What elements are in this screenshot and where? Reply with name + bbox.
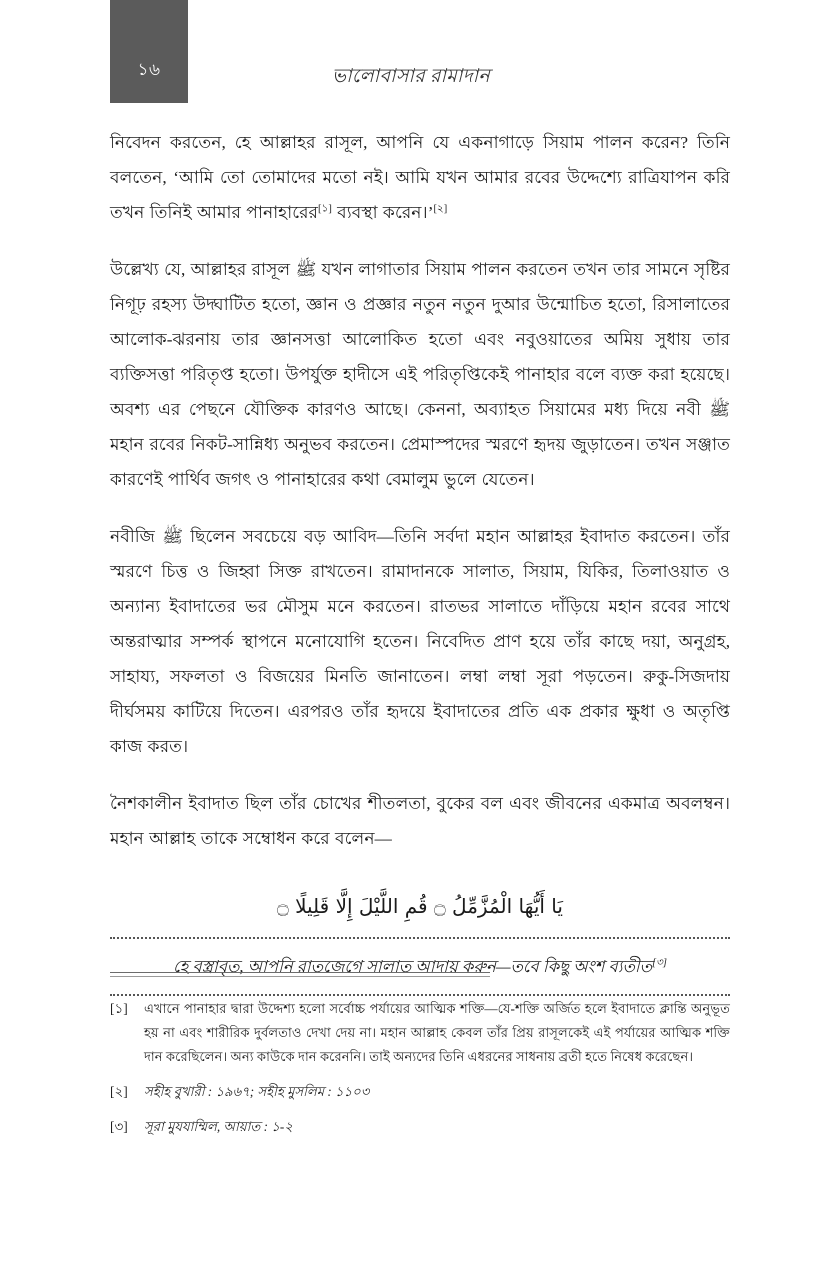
footnote-separator-rule — [110, 972, 490, 977]
footnote-text: সহীহ বুখারী : ১৯৬৭; সহীহ মুসলিম : ১১০৩ — [144, 1084, 370, 1099]
paragraph-1 — [110, 125, 730, 230]
footnote-item — [110, 1080, 730, 1104]
paragraph-3: নবীজি ﷺ ছিলেন সবচেয়ে বড় আবিদ—তিনি সর্বদা মহান আল্লাহর ইবাদাত করতেন। তাঁর স্মরণে চিত্ত ও জিহ্বা সিক্ত রাখতেন। রামাদানকে সালাত, সিয়াম, যিকির, তিলাওয়াত ও অন্যান্য ইবাদাতের ভর মৌসুম মনে করতেন। রাতভর সালাতে দাঁড়িয়ে মহান রবের সাথে অন্তরাত্মার সম্পর্ক স্থাপনে মনোযোগি হতেন। নিবেদিত প্রাণ হয়ে তাঁর কাছে দয়া, অনুগ্রহ, সাহায্য, সফলতা ও বিজয়ের মিনতি জানাতেন। লম্বা লম্বা সূরা পড়তেন। রুকু-সিজদায় দীর্ঘসময় কাটিয়ে দিতেন। এরপরও তাঁর হৃদয়ে ইবাদাতের প্রতি এক প্রকার ক্ষুধা ও অতৃপ্তি কাজ করত। — [110, 527, 730, 756]
footnote-marker: [২] — [110, 1084, 128, 1099]
paragraph-1-text: নিবেদন করতেন, হে আল্লাহর রাসূল, আপনি যে একনাগাড়ে সিয়াম পালন করেন? তিনি বলতেন, ‘আমি তো তোমাদের মতো নই। আমি যখন আমার রবের উদ্দেশ্যে রাত্রিযাপন করি তখন তিনিই আমার পানাহারের — [110, 133, 730, 222]
page-number: ১৬ — [137, 60, 161, 79]
footnote-item — [110, 997, 730, 1069]
footnote-text: সূরা মুযযাম্মিল, আয়াত : ১-২ — [144, 1119, 293, 1134]
verse-arabic-text: يَا أَيُّهَا الْمُزَّمِّلُ ۝ قُمِ اللَّيْلَ إِلَّا قَلِيلًا ۝ — [277, 894, 563, 918]
footnote-ref-1: [১] — [318, 203, 332, 215]
running-header — [0, 0, 822, 112]
paragraph-2: উল্লেখ্য যে, আল্লাহর রাসূল ﷺ যখন লাগাতার সিয়াম পালন করতেন তখন তার সামনে সৃষ্টির নিগূঢ় রহস্য উদ্ঘাটিত হতো, জ্ঞান ও প্রজ্ঞার নতুন নতুন দুআর উন্মোচিত হতো, রিসালাতের আলোক-ঝরনায় তার জ্ঞানসত্তা আলোকিত হতো এবং নবুওয়াতের অমিয় সুধায় তার ব্যক্তিসত্তা পরিতৃপ্ত হতো। উপর্যুক্ত হাদীসে এই পরিতৃপ্তিকেই পানাহার বলে ব্যক্ত করা হয়েছে। অবশ্য এর পেছনে যৌক্তিক কারণও আছে। কেননা, অব্যাহত সিয়ামের মধ্য দিয়ে নবী ﷺ মহান রবের নিকট-সান্নিধ্য অনুভব করতেন। প্রেমাস্পদের স্মরণে হৃদয় জুড়াতেন। তখন সঞ্জাত কারণেই পার্থিব জগৎ ও পানাহারের কথা বেমালুম ভুলে যেতেন। — [110, 260, 730, 489]
body-content — [110, 125, 730, 1001]
footnotes-section — [110, 972, 730, 1150]
footnote-marker: [৩] — [110, 1119, 128, 1134]
footnote-marker: [১] — [110, 1001, 128, 1016]
footnote-text: এখানে পানাহার দ্বারা উদ্দেশ্য হলো সর্বোচ্চ পর্যায়ের আত্মিক শক্তি—যে-শক্তি অর্জিত হলে ইবাদাতে ক্লান্তি অনুভূত হয় না এবং শারীরিক দুর্বলতাও দেখা দেয় না। মহান আল্লাহ কেবল তাঁর প্রিয় রাসূলকেই এই পর্যায়ের আত্মিক শক্তি দান করেছিলেন। অন্য কাউকে দান করেননি। তাই অন্যদের তিনি এধরনের সাধনায় ব্রতী হতে নিষেধ করেছেন। — [144, 1001, 730, 1064]
verse-translation-string: হে বস্ত্রাবৃত, আপনি রাতজেগে সালাত আদায় করুন—তবে কিছু অংশ ব্যতীত — [173, 957, 652, 976]
footnote-ref-2: [২] — [433, 203, 448, 215]
verse-dotted-rule-top — [110, 937, 730, 939]
footnote-item — [110, 1115, 730, 1139]
paragraph-1-tail: ব্যবস্থা করেন।’ — [331, 203, 434, 222]
running-title: ভালোবাসার রামাদান — [331, 66, 491, 87]
paragraph-4: নৈশকালীন ইবাদাত ছিল তাঁর চোখের শীতলতা, বুকের বল এবং জীবনের একমাত্র অবলম্বন। মহান আল্লাহ তাকে সম্বোধন করে বলেন— — [110, 794, 730, 848]
footnote-ref-3: [৩] — [651, 957, 667, 969]
